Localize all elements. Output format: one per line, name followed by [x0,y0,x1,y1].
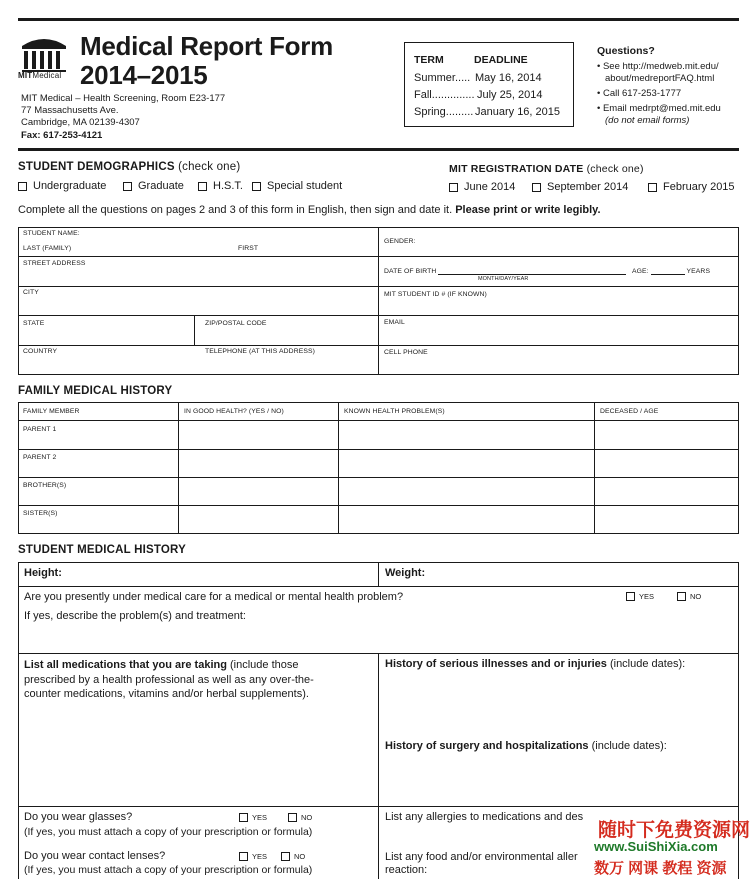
email-field[interactable]: EMAIL [384,319,405,326]
table-row-label: PARENT 1 [23,426,57,433]
demographics-heading: STUDENT DEMOGRAPHICS (check one) [18,161,241,173]
glasses-no-option[interactable]: NO [288,813,312,822]
address-line: 77 Massachusetts Ave. [21,105,119,116]
checkbox[interactable] [288,813,297,822]
surgery-history-field[interactable]: History of surgery and hospitalizations (include dates): [385,740,667,752]
registration-heading: MIT REGISTRATION DATE (check one) [449,163,644,175]
family-history-table [18,402,739,534]
family-history-heading: FAMILY MEDICAL HISTORY [18,385,173,397]
deadline-date: May 16, 2014 [475,72,542,84]
height-field[interactable]: Height: [24,567,62,579]
glasses-yes-option[interactable]: YES [239,813,267,822]
mit-id-field[interactable]: MIT STUDENT ID # (IF KNOWN) [384,291,487,298]
address-line: Cambridge, MA 02139-4307 [21,117,140,128]
student-name-label: STUDENT NAME: [23,230,80,237]
option-hst[interactable]: H.S.T. [198,180,243,192]
checkbox[interactable] [281,852,290,861]
header-rule [18,148,739,151]
cell-phone-field[interactable]: CELL PHONE [384,349,428,356]
care-yes-option[interactable]: YES [626,592,654,601]
address-line: MIT Medical – Health Screening, Room E23-177 [21,93,226,104]
term-label: Fall.............. [414,89,475,101]
glasses-question: Do you wear glasses? [24,811,133,823]
term-label: Spring......... [414,106,474,118]
telephone-field[interactable]: TELEPHONE (AT THIS ADDRESS) [205,348,315,355]
contacts-yes-option[interactable]: YES [239,852,267,861]
deadline-header: DEADLINE [474,54,528,66]
checkbox[interactable] [449,183,458,192]
term-label: Summer..... [414,72,471,84]
zip-field[interactable]: ZIP/POSTAL CODE [205,320,267,327]
deadline-date: January 16, 2015 [475,106,561,118]
gender-field[interactable]: GENDER: [384,238,416,245]
care-no-option[interactable]: NO [677,592,701,601]
care-description-field[interactable]: If yes, describe the problem(s) and treatment: [24,610,246,622]
logo-wordmark: MITMedical [18,71,62,80]
medication-allergies-field[interactable]: List any allergies to medications and des [385,811,584,823]
column-header: DECEASED / AGE [600,408,659,415]
instructions: Complete all the questions on pages 2 and 3 of this form in English, then sign and date it. Please print or write legibly. [18,204,601,216]
state-field[interactable]: STATE [23,320,45,327]
city-field[interactable]: CITY [23,289,39,296]
faq-link-cont[interactable]: about/medreportFAQ.html [605,73,715,84]
checkbox[interactable] [18,182,27,191]
contacts-note: (If yes, you must attach a copy of your prescription or formula) [24,864,313,876]
table-row-label: SISTER(S) [23,510,58,517]
watermark-url: www.SuiShiXia.com [594,839,718,854]
option-february-2015[interactable]: February 2015 [648,181,735,193]
option-undergraduate[interactable]: Undergraduate [18,180,106,192]
term-header: TERM [414,54,444,66]
contacts-no-option[interactable]: NO [281,852,305,861]
option-special-student[interactable]: Special student [252,180,342,192]
glasses-note: (If yes, you must attach a copy of your prescription or formula) [24,826,313,838]
medical-history-heading: STUDENT MEDICAL HISTORY [18,544,186,556]
environmental-allergies-field[interactable]: List any food and/or environmental aller [385,851,578,863]
medical-care-question: Are you presently under medical care for a medical or mental health problem? [24,591,404,603]
age-field[interactable]: AGE: YEARS [632,268,711,275]
watermark-title: 随时下免费资源网 [598,820,751,841]
checkbox[interactable] [198,182,207,191]
checkbox[interactable] [677,592,686,601]
checkbox[interactable] [252,182,261,191]
first-name-field[interactable]: FIRST [238,245,259,252]
reaction-field[interactable]: reaction: [385,864,428,876]
street-address-field[interactable]: STREET ADDRESS [23,260,86,267]
medications-field[interactable]: List all medications that you are taking (include those prescribed by a health professional as well as any over-the- counter medications, vitamins and/or herbal supplements). [24,659,314,700]
email-note: (do not email forms) [605,115,690,126]
form-title: Medical Report Form [80,31,333,61]
contacts-question: Do you wear contact lenses? [24,850,166,862]
checkbox[interactable] [239,813,248,822]
column-header: KNOWN HEALTH PROBLEM(S) [344,408,445,415]
fax-number: Fax: 617-253-4121 [21,130,103,141]
country-field[interactable]: COUNTRY [23,348,58,355]
watermark-slogan: 数万 网课 教程 资源 [594,860,727,877]
form-year: 2014–2015 [80,60,208,90]
column-header: FAMILY MEMBER [23,408,80,415]
table-row-label: PARENT 2 [23,454,57,461]
option-june-2014[interactable]: June 2014 [449,181,515,193]
checkbox[interactable] [648,183,657,192]
checkbox[interactable] [626,592,635,601]
top-rule [18,18,739,21]
deadline-date: July 25, 2014 [477,89,543,101]
table-row-label: BROTHER(S) [23,482,67,489]
illness-history-field[interactable]: History of serious illnesses and or injuries (include dates): [385,658,686,670]
questions-title: Questions? [597,45,655,57]
checkbox[interactable] [239,852,248,861]
option-graduate[interactable]: Graduate [123,180,184,192]
checkbox[interactable] [532,183,541,192]
phone-contact: • Call 617-253-1777 [597,88,682,99]
last-name-field[interactable]: LAST (FAMILY) [23,245,72,252]
dob-field[interactable]: DATE OF BIRTH [384,268,626,275]
option-september-2014[interactable]: September 2014 [532,181,628,193]
faq-link[interactable]: • See http://medweb.mit.edu/ [597,61,719,72]
checkbox[interactable] [123,182,132,191]
column-header: IN GOOD HEALTH? (YES / NO) [184,408,284,415]
term-deadline-box [404,42,574,127]
dob-format-hint: MONTH/DAY/YEAR [478,276,529,282]
weight-field[interactable]: Weight: [385,567,426,579]
email-contact: • Email medrpt@med.mit.edu [597,103,721,114]
